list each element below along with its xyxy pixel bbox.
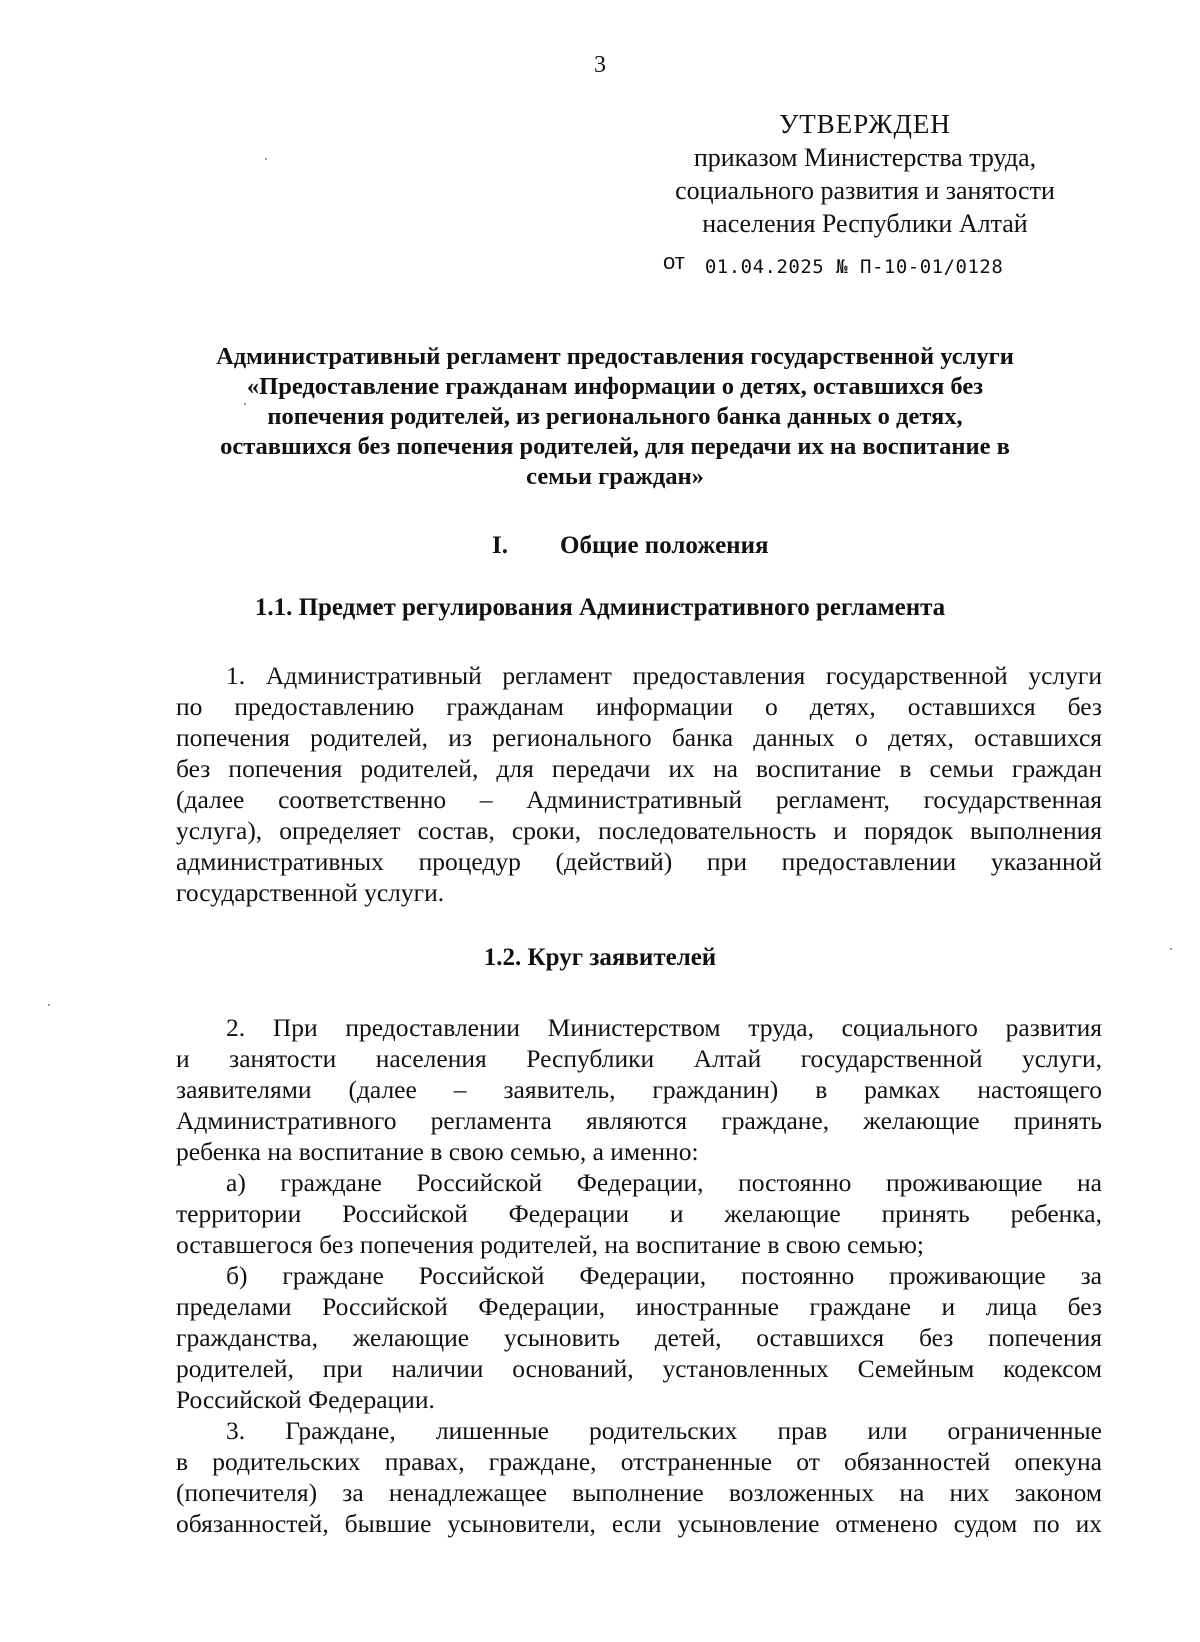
scan-speck <box>244 403 246 405</box>
paragraph-line: обязанностей, бывшие усыновители, если усыновление отменено судом по их <box>176 1509 1102 1538</box>
paragraph-line: по предоставлению гражданам информации о детях, оставшихся без <box>176 692 1102 721</box>
section-number: I. <box>492 532 508 559</box>
approval-line: населения Республики Алтай <box>702 209 1028 238</box>
scan-speck <box>48 1004 50 1006</box>
section-title: Общие положения <box>560 532 769 559</box>
title-line: оставшихся без попечения родителей, для передачи их на воспитание в <box>220 433 1010 460</box>
title-line: «Предоставление гражданам информации о детях, оставшихся без <box>246 373 984 400</box>
list-item-line: родителей, при наличии оснований, установленных Семейным кодексом <box>176 1354 1102 1383</box>
paragraph-line: Административного регламента являются граждане, желающие принять <box>176 1106 1102 1135</box>
paragraph-line: заявителями (далее – заявитель, гражданин) в рамках настоящего <box>176 1075 1102 1104</box>
subsection-heading: 1.1. Предмет регулирования Административного регламента <box>254 594 946 621</box>
approval-heading: УТВЕРЖДЕН <box>779 109 951 139</box>
list-item-line: оставшегося без попечения родителей, на воспитание в свою семью; <box>176 1230 924 1259</box>
order-prefix: от <box>663 249 685 274</box>
scan-speck <box>265 158 267 160</box>
title-line: Административный регламент предоставления государственной услуги <box>216 343 1014 370</box>
document-title <box>150 342 1080 492</box>
paragraph-2 <box>176 1012 1102 1539</box>
paragraph-line: без попечения родителей, для передачи их на воспитание в семьи граждан <box>176 754 1102 783</box>
paragraph-line: государственной услуги. <box>176 878 445 907</box>
paragraph-line: (далее соответственно – Административный регламент, государственная <box>176 785 1102 814</box>
paragraph-line: административных процедур (действий) при предоставлении указанной <box>176 847 1102 876</box>
paragraph-line: ребенка на воспитание в свою семью, а именно: <box>176 1137 699 1166</box>
title-line: попечения родителей, из регионального банка данных о детях, <box>267 403 963 430</box>
approval-stamp <box>610 108 1120 240</box>
paragraph-line: услуга), определяет состав, сроки, последовательность и порядок выполнения <box>176 816 1102 845</box>
approval-line: социального развития и занятости <box>675 176 1055 205</box>
scan-speck <box>1170 948 1172 950</box>
list-item-line: Российской Федерации. <box>176 1385 435 1414</box>
title-line: семьи граждан» <box>526 463 704 490</box>
paragraph-line: 3. Граждане, лишенные родительских прав или ограниченные <box>226 1416 1102 1445</box>
order-reference <box>663 249 1004 279</box>
paragraph-line: в родительских правах, граждане, отстраненные от обязанностей опекуна <box>176 1447 1102 1476</box>
approval-line: приказом Министерства труда, <box>693 143 1037 172</box>
paragraph-line: 2. При предоставлении Министерством труда, социального развития <box>226 1013 1102 1042</box>
list-item-line: б) граждане Российской Федерации, постоянно проживающие за <box>226 1261 1102 1290</box>
list-item-line: гражданства, желающие усыновить детей, оставшихся без попечения <box>176 1323 1102 1352</box>
list-item-line: пределами Российской Федерации, иностранные граждане и лица без <box>176 1292 1102 1321</box>
paragraph-line: и занятости населения Республики Алтай государственной услуги, <box>176 1044 1102 1073</box>
page-number: 3 <box>594 52 606 78</box>
list-item-line: а) граждане Российской Федерации, постоянно проживающие на <box>226 1168 1102 1197</box>
paragraph-line: (попечителя) за ненадлежащее выполнение возложенных на них законом <box>176 1478 1102 1507</box>
paragraph-line: попечения родителей, из регионального банка данных о детях, оставшихся <box>176 723 1102 752</box>
order-number: 01.04.2025 № П-10-01/0128 <box>704 256 1004 278</box>
paragraph-1 <box>176 660 1102 908</box>
list-item-line: территории Российской Федерации и желающие принять ребенка, <box>176 1199 1102 1228</box>
subsection-heading: 1.2. Круг заявителей <box>483 944 717 971</box>
paragraph-line: 1. Административный регламент предоставления государственной услуги <box>226 661 1102 690</box>
